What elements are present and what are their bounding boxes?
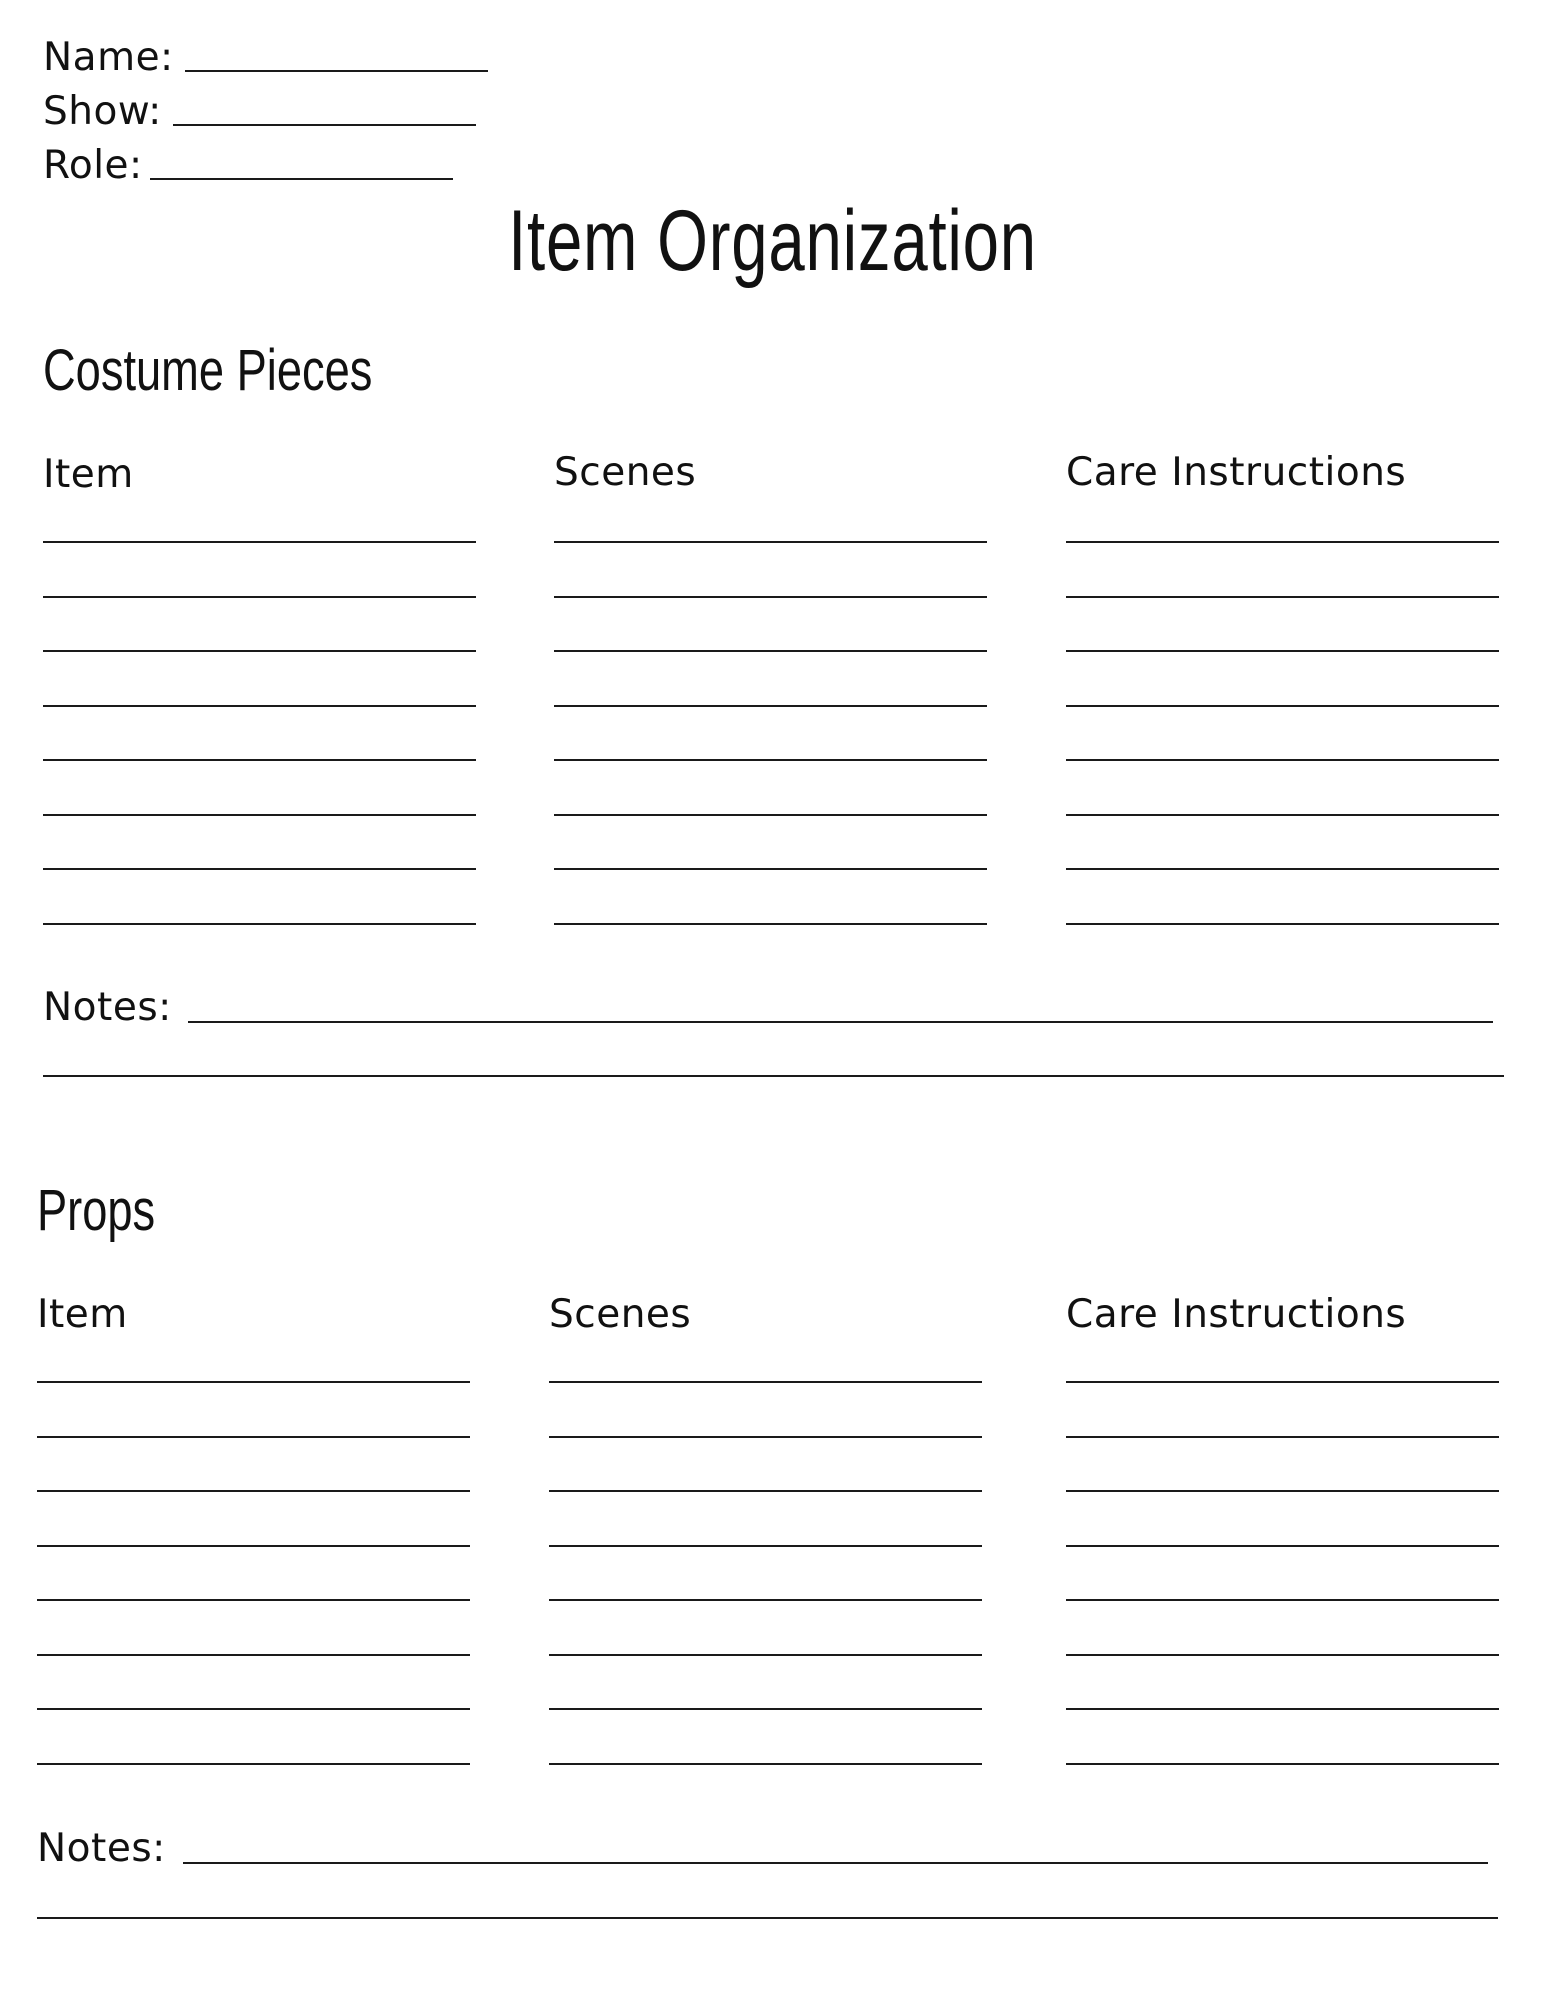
scenes-line-5[interactable]	[549, 1599, 982, 1601]
name-field[interactable]	[185, 70, 488, 72]
care-line-3[interactable]	[1066, 1490, 1499, 1492]
care-line-6[interactable]	[1066, 814, 1499, 816]
scenes-line-2[interactable]	[549, 1436, 982, 1438]
item-line-6[interactable]	[43, 814, 476, 816]
item-line-5[interactable]	[43, 759, 476, 761]
scenes-line-2[interactable]	[554, 596, 987, 598]
item-line-2[interactable]	[37, 1436, 470, 1438]
role-field[interactable]	[150, 178, 453, 180]
item-line-3[interactable]	[43, 650, 476, 652]
care-line-7[interactable]	[1066, 868, 1499, 870]
item-line-3[interactable]	[37, 1490, 470, 1492]
scenes-line-4[interactable]	[549, 1545, 982, 1547]
scenes-line-6[interactable]	[554, 814, 987, 816]
item-line-1[interactable]	[37, 1381, 470, 1383]
care-line-4[interactable]	[1066, 1545, 1499, 1547]
scenes-line-8[interactable]	[554, 923, 987, 925]
scenes-line-5[interactable]	[554, 759, 987, 761]
notes-label-props: Notes:	[37, 1826, 166, 1871]
scenes-line-1[interactable]	[554, 541, 987, 543]
notes-label-costume: Notes:	[43, 985, 172, 1030]
care-line-2[interactable]	[1066, 1436, 1499, 1438]
item-line-7[interactable]	[43, 868, 476, 870]
name-label: Name:	[43, 35, 174, 80]
item-line-5[interactable]	[37, 1599, 470, 1601]
col-head-item: Item	[43, 452, 134, 497]
notes-field-props-line2[interactable]	[37, 1917, 1498, 1919]
care-line-8[interactable]	[1066, 1763, 1499, 1765]
section-title-costume: Costume Pieces	[43, 338, 373, 403]
item-line-8[interactable]	[43, 923, 476, 925]
scenes-line-4[interactable]	[554, 705, 987, 707]
item-line-6[interactable]	[37, 1654, 470, 1656]
item-line-1[interactable]	[43, 541, 476, 543]
scenes-line-3[interactable]	[549, 1490, 982, 1492]
scenes-line-3[interactable]	[554, 650, 987, 652]
show-field[interactable]	[173, 124, 476, 126]
care-line-1[interactable]	[1066, 1381, 1499, 1383]
page-title: Item Organization	[508, 193, 1037, 289]
notes-field-props[interactable]	[183, 1862, 1488, 1864]
col-head-item: Item	[37, 1292, 128, 1337]
section-title-props: Props	[37, 1178, 156, 1243]
care-line-6[interactable]	[1066, 1654, 1499, 1656]
item-line-8[interactable]	[37, 1763, 470, 1765]
item-line-2[interactable]	[43, 596, 476, 598]
item-line-7[interactable]	[37, 1708, 470, 1710]
care-line-7[interactable]	[1066, 1708, 1499, 1710]
role-label: Role:	[43, 143, 143, 188]
col-head-care: Care Instructions	[1066, 450, 1407, 495]
care-line-3[interactable]	[1066, 650, 1499, 652]
scenes-line-7[interactable]	[554, 868, 987, 870]
care-line-4[interactable]	[1066, 705, 1499, 707]
show-label: Show:	[43, 89, 162, 134]
notes-field-costume[interactable]	[188, 1021, 1493, 1023]
col-head-scenes: Scenes	[549, 1292, 692, 1337]
care-line-5[interactable]	[1066, 1599, 1499, 1601]
notes-field-costume-line2[interactable]	[43, 1075, 1504, 1077]
scenes-line-7[interactable]	[549, 1708, 982, 1710]
col-head-scenes: Scenes	[554, 450, 697, 495]
care-line-1[interactable]	[1066, 541, 1499, 543]
item-line-4[interactable]	[43, 705, 476, 707]
care-line-2[interactable]	[1066, 596, 1499, 598]
care-line-5[interactable]	[1066, 759, 1499, 761]
scenes-line-8[interactable]	[549, 1763, 982, 1765]
item-line-4[interactable]	[37, 1545, 470, 1547]
care-line-8[interactable]	[1066, 923, 1499, 925]
col-head-care: Care Instructions	[1066, 1292, 1407, 1337]
scenes-line-1[interactable]	[549, 1381, 982, 1383]
scenes-line-6[interactable]	[549, 1654, 982, 1656]
